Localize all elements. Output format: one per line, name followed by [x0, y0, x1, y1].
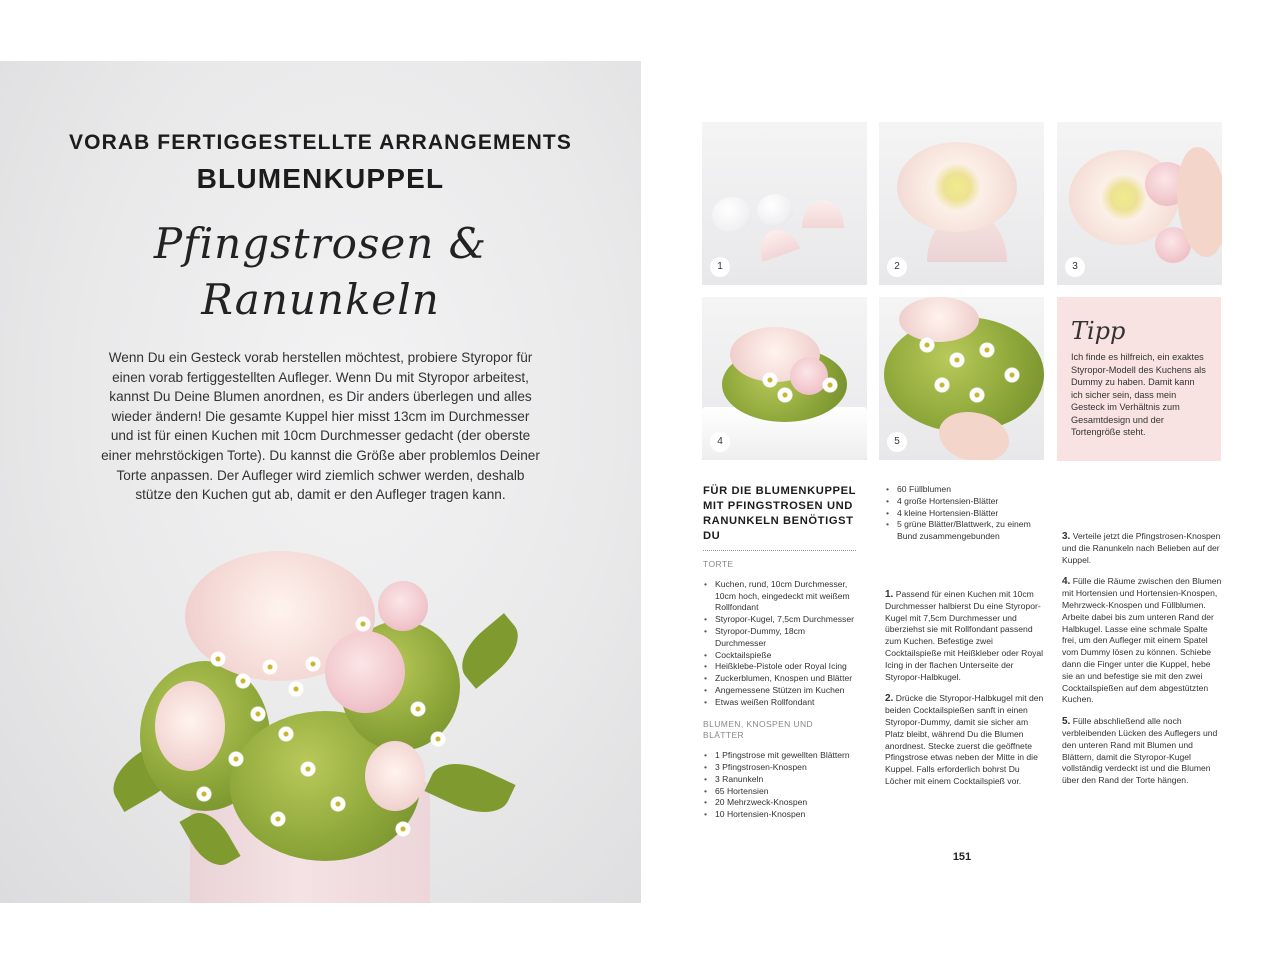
- filler-blossom: [210, 651, 226, 667]
- list-item: • 3 Ranunkeln: [703, 774, 856, 786]
- filler-blossom: [777, 387, 793, 403]
- step-text: Fülle abschließend alle noch verbleibenden Lücken des Auflegers und den unteren Rand mit Blumen und Blättern, damit die Styropor-Kugel vollständig verdeckt ist und die Blumen über den Rand der Torte hängen.: [1062, 716, 1218, 786]
- list-item: • 4 kleine Hortensien-Blätter: [885, 508, 1045, 520]
- step-number: 5.: [1062, 716, 1071, 728]
- list-item: • 3 Pfingstrosen-Knospen: [703, 762, 856, 774]
- peony-bud: [378, 581, 428, 631]
- section-kicker: VORAB FERTIGGESTELLTE ARRANGEMENTS: [69, 131, 572, 154]
- filler-blossom: [305, 656, 321, 672]
- ranunculus-flower: [155, 681, 225, 771]
- step-2: [885, 693, 1045, 787]
- step-number: 1.: [885, 588, 894, 600]
- list-item: • 60 Füllblumen: [885, 484, 1045, 496]
- step-number: 2.: [885, 693, 894, 705]
- list-item: • Kuchen, rund, 10cm Durchmesser, 10cm hoch, eingedeckt mit weißem Rollfondant: [703, 579, 856, 614]
- filler-blossom: [288, 681, 304, 697]
- filler-blossom: [410, 701, 426, 717]
- tip-box: [1057, 297, 1221, 461]
- list-item: • Styropor-Dummy, 18cm Durchmesser: [703, 626, 856, 650]
- styrofoam-ball: [712, 197, 752, 233]
- leaf: [450, 613, 529, 689]
- step-photo-4: [702, 297, 867, 460]
- step-4: [1062, 576, 1222, 706]
- leaf: [424, 751, 515, 825]
- step-photo-1: [702, 122, 867, 285]
- flowers-list: [703, 750, 856, 821]
- filler-blossom: [919, 337, 935, 353]
- step-photo-3: [1057, 122, 1222, 285]
- step-number: 3.: [1062, 531, 1071, 542]
- step-number-badge: 1: [710, 257, 730, 277]
- step-number-badge: 5: [887, 432, 907, 452]
- filler-blossom: [278, 726, 294, 742]
- ingredients-column: [703, 484, 856, 821]
- list-item: • Heißklebe-Pistole oder Royal Icing: [703, 661, 856, 673]
- filler-blossom: [300, 761, 316, 777]
- step-text: Drücke die Styropor-Halbkugel mit den beiden Cocktailspießen sanft in einen Styropor-Dummy, damit sie sicher am Platz bleibt, während Du die Blumen anordnest. Stecke zuerst die geöffnete Pfingstrose etwas neben der Mitte in die Kuppel. Falls erforderlich bohrst Du Löcher mit einem Cocktailspieß vor.: [885, 693, 1044, 786]
- list-item: • 10 Hortensien-Knospen: [703, 809, 856, 821]
- step-text: Passend für einen Kuchen mit 10cm Durchmesser halbierst Du eine Styropor-Kugel mit 7,5cm Durchmesser und überziehst sie mit Rollfondant passend zum Kuchen. Befestige zwei Cocktailspieße mit Heißkleber oder Royal Icing in der flachen Unterseite der Styropor-Halbkugel.: [885, 588, 1044, 682]
- left-page-photo: [0, 61, 641, 903]
- list-item: • 5 grüne Blätter/Blattwerk, zu einem Bund zusammengebunden: [885, 519, 1045, 543]
- list-item: • 1 Pfingstrose mit gewellten Blättern: [703, 750, 856, 762]
- filler-blossom: [949, 352, 965, 368]
- step-photo-2: [879, 122, 1044, 285]
- step-photo-5: [879, 297, 1044, 460]
- tip-text: Ich finde es hilfreich, ein exaktes Styropor-Modell des Kuchens als Dummy zu haben. Damit kann ich sicher sein, dass mein Gesteck im Verhältnis zum Gesamtdesign und der Tortengröße steht.: [1071, 352, 1206, 437]
- list-item: • 4 große Hortensien-Blätter: [885, 496, 1045, 508]
- peony-bud: [325, 631, 405, 713]
- step-text: Verteile jetzt die Pfingstrosen-Knospen und die Ranunkeln nach Belieben auf der Kuppel.: [1062, 531, 1221, 565]
- ranunculus-flower: [365, 741, 425, 811]
- filler-blossom: [270, 811, 286, 827]
- step-number-badge: 4: [710, 432, 730, 452]
- step-number: 4.: [1062, 576, 1071, 588]
- styrofoam-half: [802, 200, 844, 228]
- script-title-line1: Pfingstrosen &: [153, 219, 488, 268]
- list-item: • Etwas weißen Rollfondant: [703, 697, 856, 709]
- filler-blossom: [822, 377, 838, 393]
- torte-list: [703, 579, 856, 709]
- filler-blossom: [979, 342, 995, 358]
- peony-flower: [897, 142, 1017, 232]
- step-3: [1062, 531, 1222, 566]
- intro-paragraph: Wenn Du ein Gesteck vorab herstellen möchtest, probiere Styropor für einen vorab fertiggestellten Aufleger. Wenn Du mit Styropor arbeitest, kannst Du Deine Blumen anordnen, es Dir anders überlegen und alles wieder ändern! Die gesamte Kuppel hier misst 13cm im Durchmesser und ist für einen Kuchen mit 10cm Durchmesser gedacht (der oberste einer mehrstöckigen Torte). Du kannst die Größe aber problemlos Deiner Torte anpassen. Der Aufleger wird ziemlich schwer werden, deshalb stütze den Kuchen gut ab, damit er den Aufleger tragen kann.: [101, 350, 540, 503]
- step-number-badge: 2: [887, 257, 907, 277]
- step-1: [885, 589, 1045, 683]
- ingredients-heading: FÜR DIE BLUMENKUPPEL MIT PFINGSTROSEN UND RANUNKELN BENÖTIGST DU: [703, 485, 856, 542]
- filler-blossom: [235, 673, 251, 689]
- filler-blossom: [430, 731, 446, 747]
- filler-blossom: [1004, 367, 1020, 383]
- dotted-divider: [703, 550, 856, 551]
- more-materials-list: [885, 484, 1045, 543]
- filler-blossom: [969, 387, 985, 403]
- list-item: • 20 Mehrzweck-Knospen: [703, 797, 856, 809]
- filler-blossom: [762, 372, 778, 388]
- flowers-label: BLUMEN, KNOSPEN UND BLÄTTER: [703, 718, 814, 741]
- torte-label: TORTE: [703, 559, 734, 569]
- styrofoam-ball: [757, 194, 793, 226]
- filler-blossom: [196, 786, 212, 802]
- filler-blossom: [355, 616, 371, 632]
- filler-blossom: [934, 377, 950, 393]
- step-text: Fülle die Räume zwischen den Blumen mit Hortensien und Hortensien-Knospen, Mehrzweck-Knospen und Füllblumen. Arbeite dabei bis zum unteren Rand der Halbkugel. Lasse eine schmale Spalte frei, um den Aufleger mit einem Spatel vom Dummy lösen zu können. Schiebe dann die Finger unter die Kuppel, hebe sie an und befestige sie mit den zwei Cocktailspießen auf dem abgestützten Kuchen.: [1062, 576, 1222, 705]
- filler-blossom: [262, 659, 278, 675]
- step-number-badge: 3: [1065, 257, 1085, 277]
- list-item: • Zuckerblumen, Knospen und Blätter: [703, 673, 856, 685]
- middle-column: [885, 484, 1045, 798]
- list-item: • Styropor-Kugel, 7,5cm Durchmesser: [703, 614, 856, 626]
- right-column: [1062, 531, 1222, 797]
- filler-blossom: [330, 796, 346, 812]
- list-item: • Angemessene Stützen im Kuchen: [703, 685, 856, 697]
- styrofoam-half: [754, 224, 800, 262]
- peony-flower: [899, 297, 979, 342]
- filler-blossom: [250, 706, 266, 722]
- filler-blossom: [228, 751, 244, 767]
- step-5: [1062, 716, 1222, 787]
- filler-blossom: [395, 821, 411, 837]
- tip-title: Tipp: [1071, 317, 1126, 345]
- chapter-title: BLUMENKUPPEL: [196, 163, 445, 194]
- list-item: • Cocktailspieße: [703, 650, 856, 662]
- list-item: • 65 Hortensien: [703, 786, 856, 798]
- script-title-line2: Ranunkeln: [201, 275, 440, 324]
- page-number: 151: [952, 851, 972, 863]
